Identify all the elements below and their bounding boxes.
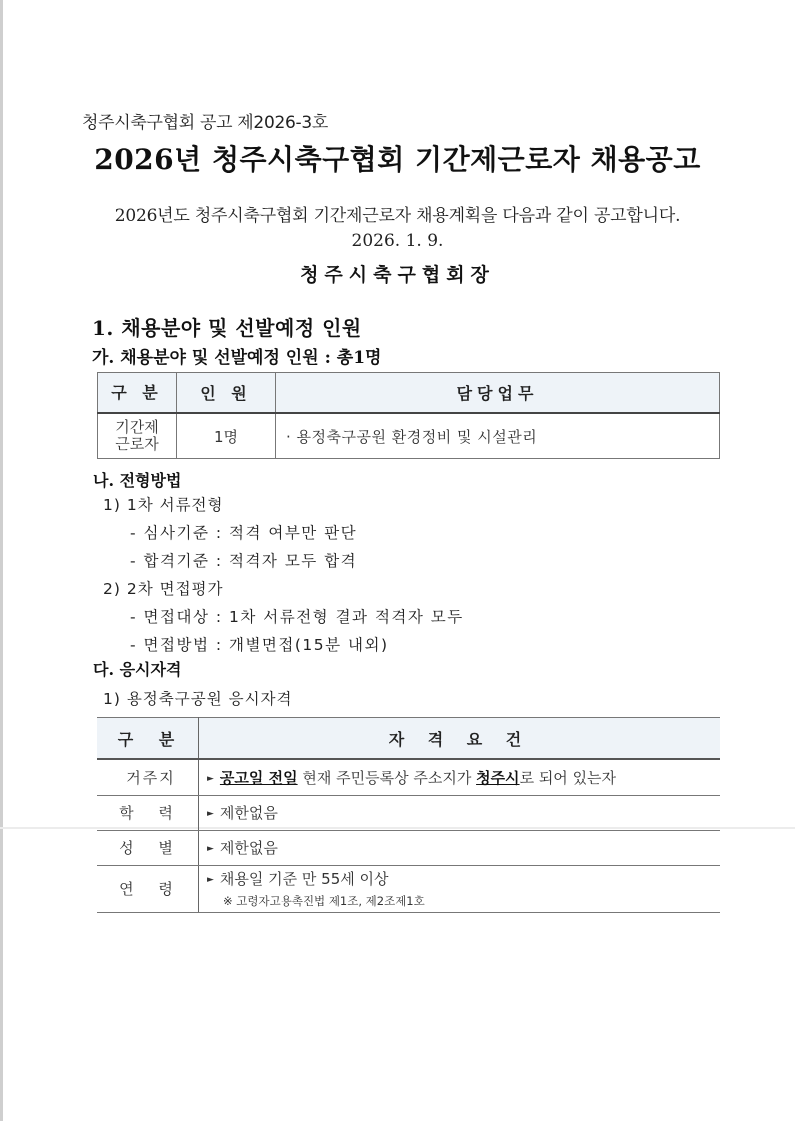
category-line-2: 근로자 [115,435,159,453]
value-age [199,865,721,912]
key-education: 학 력 [97,795,199,830]
signer: 청주시축구협회장 [300,264,495,286]
emphasis-date: 공고일 전일 [219,768,298,787]
notice-date: 2026. 1. 9. [351,231,444,251]
header-count: 인 원 [177,373,276,414]
positions-table [97,372,720,459]
header-duty: 담당업무 [276,373,720,414]
page-title: 2026년 청주시축구협회 기간제근로자 채용공고 [94,143,701,176]
bullet-triangle-icon: ► [207,874,214,885]
bullet-triangle-icon: ► [207,773,214,784]
category-line-1: 기간제 [115,418,159,436]
section-da-heading: 다. 응시자격 [93,660,182,679]
key-residence: 거주지 [97,759,199,795]
intro-text: 2026년도 청주시축구협회 기간제근로자 채용계획을 다음과 같이 공고합니다. [114,206,681,226]
step-2-item-2: - 면접방법 : 개별면접(15분 내외) [130,636,389,654]
gender-text: 제한없음 [219,839,278,857]
step-2-item-1: - 면접대상 : 1차 서류전형 결과 적격자 모두 [130,608,464,626]
table-row-education [97,795,720,830]
step-1-label: 1) 1차 서류전형 [103,496,224,514]
education-text: 제한없음 [219,804,278,822]
header-category: 구 분 [97,718,199,760]
section-1-heading: 1. 채용분야 및 선발예정 인원 [92,316,362,340]
value-gender [199,830,721,865]
residence-text-tail: 로 되어 있는자 [519,768,617,787]
step-1-item-2: - 합격기준 : 적격자 모두 합격 [130,552,358,570]
table-row-residence [97,759,720,795]
bullet-triangle-icon: ► [207,844,214,854]
age-text: 채용일 기준 만 55세 이상 [219,869,389,888]
notice-number: 청주시축구협회 공고 제2026-3호 [82,113,328,133]
cell-category [98,413,177,459]
residence-text-mid: 현재 주민등록상 주소지가 [297,768,477,787]
value-education [199,795,721,830]
cell-duty: · 용정축구공원 환경정비 및 시설관리 [276,413,720,459]
key-age: 연 령 [97,865,199,912]
section-da-sub: 1) 용정축구공원 응시자격 [103,690,293,708]
section-na-heading: 나. 전형방법 [93,471,182,490]
age-note: ※ 고령자고용촉진법 제1조, 제2조제1호 [223,893,425,908]
table-row [98,413,720,459]
qualifications-table [97,717,720,913]
key-gender: 성 별 [97,830,199,865]
section-ga-heading: 가. 채용분야 및 선발예정 인원 : 총1명 [92,348,382,368]
table-header-row [97,718,720,760]
step-1-item-1: - 심사기준 : 적격 여부만 판단 [130,524,358,542]
table-row-age [97,865,720,912]
table-header-row [98,373,720,414]
header-category: 구 분 [98,373,177,414]
table-row-gender [97,830,720,865]
step-2-label: 2) 2차 면접평가 [103,580,224,598]
header-requirements: 자 격 요 건 [199,718,721,760]
cell-count: 1명 [177,413,276,459]
value-residence [199,759,721,795]
bullet-triangle-icon: ► [207,809,214,819]
emphasis-city: 청주시 [476,768,520,787]
